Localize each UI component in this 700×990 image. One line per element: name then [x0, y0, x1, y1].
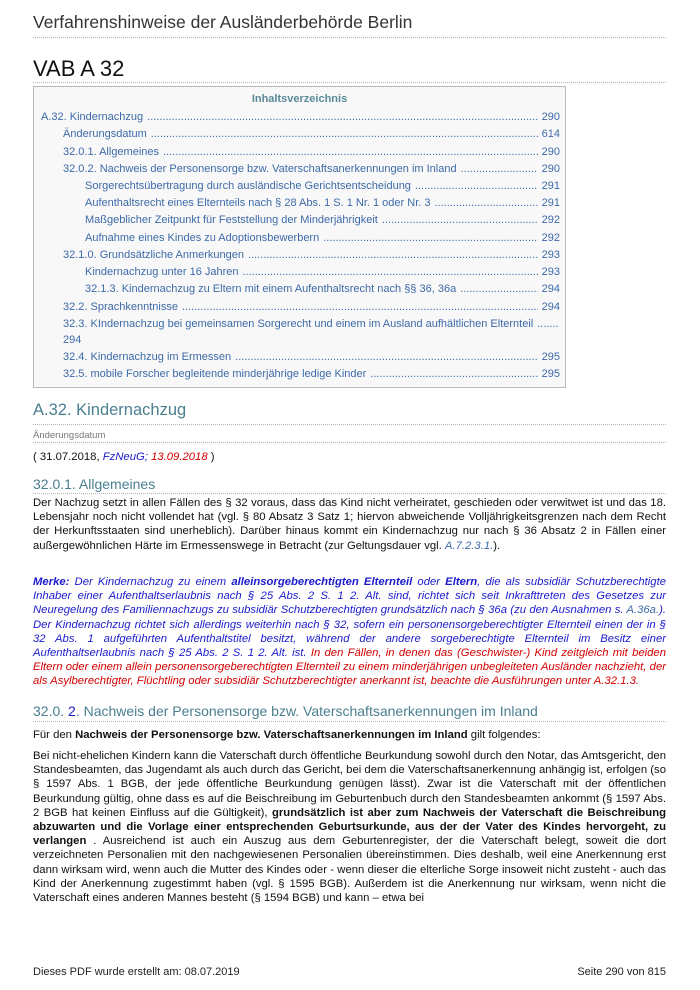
section-heading-a32: A.32. Kindernachzug — [33, 401, 187, 419]
toc-entry-text: 32.1.0. Grundsätzliche Anmerkungen — [63, 249, 245, 261]
merke-text: oder — [412, 576, 446, 588]
paragraph-text: gilt folgendes: — [467, 729, 541, 741]
merke-red-text: In den Fällen, in denen das (Geschwister-) Kind zeitgleich mit beiden Eltern oder einem allein personensorgeberechtigten Elternteil zu einem minderjährigen unbegleiteten Ausländer nachzieht, der als Asylberechtigter, Flüchtling oder subsidiär Schutzberechtigter anerkannt ist, beachte die Ausführungen unter A.32.1.3. — [33, 647, 666, 688]
toc-entry-page: 290 — [541, 146, 560, 158]
page-title: VAB A 32 — [33, 56, 125, 81]
date-text: ( 31.07.2018, — [33, 451, 103, 463]
toc-entry[interactable] — [63, 368, 560, 380]
toc-entry[interactable] — [63, 128, 560, 140]
heading-part: 2 — [68, 703, 76, 719]
fzneug-link[interactable]: FzNeuG; — [102, 451, 152, 463]
toc-entry[interactable] — [85, 232, 560, 244]
toc-entry-text: 32.0.1. Allgemeines — [63, 146, 160, 158]
paragraph-bold: Nachweis der Personensorge bzw. Vaterschaftsanerkennungen im Inland — [75, 729, 468, 741]
document-header-title: Verfahrenshinweise der Ausländerbehörde Berlin — [33, 12, 413, 32]
toc-entry-page: 292 — [541, 232, 560, 244]
merke-text: ). Der Kindernachzug richtet sich allerdings weiterhin nach § 32, sofern ein personensorgeberechtigter Elternteil einen der in § 32 Abs. 1 aufgeführten Aufenthaltstitel besitzt, während der andere sorgeberechtigte Elternteil im Besitz einer Aufenthaltserlaubnis nach § 25 Abs. 2 S. 1 2. Alt. ist. — [33, 604, 666, 660]
date-red: 13.09.2018 — [151, 451, 208, 463]
toc-entry-page: 293 — [541, 249, 560, 261]
toc-entry-page: 294 — [541, 283, 560, 295]
toc-entry[interactable] — [85, 214, 560, 226]
toc-entry[interactable] — [63, 301, 560, 313]
change-date-label: Änderungsdatum — [33, 430, 106, 441]
section-divider — [33, 493, 666, 494]
toc-entry[interactable] — [63, 318, 560, 330]
date-close: ) — [207, 451, 215, 463]
table-of-contents — [33, 86, 566, 388]
toc-heading: Inhaltsverzeichnis — [251, 93, 348, 105]
merke-bold: Eltern — [445, 576, 478, 588]
toc-entry-text: Kindernachzug unter 16 Jahren — [85, 266, 239, 278]
paragraph-text: Bei nicht-ehelichen Kindern kann die Vaterschaft durch öffentliche Beurkundung sowohl durch den Notar, das Amtsgericht, den Standesbeamten, das Jugendamt als auch durch das Gericht, bei dem die Vaterschaftsanerkennung anhängig ist, erfolgen (so § 1597 Abs. 1 BGB, der jede öffentliche Beurkundung genügen lässt). Zwar ist die Vaterschaft mit der öffentlichen Beurkundung gültig, ohne dass es auf die Beischreibung im Geburtenbuch durch den Standesbeamten ankommt (§ 1597 Abs. 2 BGB hat keinen Einfluss auf die Gültigkeit), — [33, 750, 666, 819]
title-divider — [33, 82, 666, 83]
toc-entry-text: 32.3. KIndernachzug bei gemeinsamen Sorgerecht und einem im Ausland aufhältlichen Elternteil — [63, 318, 534, 330]
toc-entry-text: 32.0.2. Nachweis der Personensorge bzw. Vaterschaftsanerkennungen im Inland — [63, 163, 457, 175]
footer-created-date: Dieses PDF wurde erstellt am: 08.07.2019 — [33, 966, 240, 978]
toc-entry-text: 32.5. mobile Forscher begleitende minderjährige ledige Kinder — [63, 368, 367, 380]
merke-label: Merke: — [33, 576, 70, 588]
section-divider — [33, 424, 666, 425]
toc-entry[interactable] — [85, 266, 560, 278]
paragraph-text: Für den — [33, 729, 76, 741]
section-heading-3201: 32.0.1. Allgemeines — [33, 476, 156, 492]
toc-entry-page: 294 — [63, 334, 82, 346]
toc-entry-page: 295 — [541, 351, 560, 363]
paragraph-text: ). — [493, 539, 501, 552]
header-divider — [33, 37, 666, 38]
toc-entry-page: 294 — [541, 301, 560, 313]
merke-text: , die als subsidiär Schutzberechtigte Inhaber einer Aufenthaltserlaubnis nach § 25 Abs. 2 S. 1 2. Alt. sind, richtet sich seit Inkrafttreten des Gesetzes zur Neuregelung des Familiennachzugs zu subsidiär Schutzberechtigten grundsätzlich nach § 36a (zu den Ausnahmen s. — [33, 576, 666, 617]
toc-entry-page: 290 — [541, 111, 560, 123]
section-divider — [33, 721, 666, 722]
merke-bold: alleinsorgeberechtigten Elternteil — [231, 576, 413, 588]
toc-entry[interactable] — [41, 111, 560, 123]
ref-link[interactable]: A.7.2.3.1. — [444, 539, 494, 552]
section-heading-3202 — [33, 703, 538, 719]
toc-entry[interactable] — [63, 351, 560, 363]
merke-ref-link[interactable]: A.36a. — [626, 604, 660, 617]
paragraph-bold: grundsätzlich ist aber zum Nachweis der Vaterschaft die Beischreibung abzuwarten und die Vorlage einer entsprechenden Geburtsurkunde, aus der der Vater des Kindes hervorgeht, zu verlangen — [33, 806, 666, 848]
toc-entry[interactable] — [85, 197, 560, 209]
toc-entry-page: 293 — [541, 266, 560, 278]
toc-entry-text: A.32. Kindernachzug — [41, 111, 144, 123]
paragraph-text: . Ausreichend ist auch ein Auszug aus dem Geburtenregister, der die Vaterschaft belegt, soweit die dort verzeichneten Personalien mit den nachgewiesenen Personalien übereinstimmen. Dies deshalb, weil eine Anerkennung erst dann wirksam wird, wenn auch die Mutter des Kindes oder - wenn dieser die elterliche Sorge insoweit nicht zusteht - auch das Kind der Anerkennung zugestimmt haben (vgl. § 1595 BGB). Außerdem ist die Anerkennung nur wirksam, wenn nicht die Vaterschaft eines anderen Mannes besteht (§ 1594 BGB) und kann – etwa bei — [33, 835, 666, 905]
toc-entry-page-wrap[interactable] — [63, 334, 560, 346]
toc-entry-text: Änderungsdatum — [63, 128, 147, 140]
toc-entry-text: Aufnahme eines Kindes zu Adoptionsbewerbern — [85, 232, 320, 244]
toc-entry-text: Sorgerechtsübertragung durch ausländische Gerichtsentscheidung — [85, 180, 411, 192]
toc-entry-text: 32.2. Sprachkenntnisse — [63, 301, 178, 313]
nachweis-paragraph — [33, 749, 666, 905]
heading-part: . Nachweis der Personensorge bzw. Vaterschaftsanerkennungen im Inland — [75, 703, 538, 719]
toc-entry-page: 291 — [541, 197, 560, 209]
toc-entry-text: 32.1.3. Kindernachzug zu Eltern mit einem Aufenthaltsrecht nach §§ 36, 36a — [85, 283, 457, 295]
merke-paragraph — [33, 575, 666, 689]
toc-entry[interactable] — [63, 146, 560, 158]
toc-entry-page: 614 — [541, 128, 560, 140]
toc-entry-page: 290 — [541, 163, 560, 175]
heading-part: 32.0. — [33, 703, 69, 719]
paragraph-text: Der Nachzug setzt in allen Fällen des § 32 voraus, dass das Kind nicht verheiratet, geschieden oder verwitwet ist und das 18. Lebensjahr noch nicht vollendet hat (vgl. § 80 Absatz 3 Satz 1; hiervon abweichende Volljährigkeitsgrenzen nach dem Recht der Herkunftsstaaten sind unerheblich). Darüber hinaus kommt ein Kindernachzug nur nach § 36 Absatz 2 in Fällen einer außergewöhnlichen Härte im Ermessenswege in Betracht (zur Geltungsdauer vgl. — [33, 497, 666, 552]
toc-entry-page: 292 — [541, 214, 560, 226]
change-date-line — [33, 450, 666, 464]
toc-entry-text: Maßgeblicher Zeitpunkt für Feststellung der Minderjährigkeit — [85, 214, 378, 226]
allgemeines-paragraph — [33, 496, 666, 553]
toc-entry[interactable] — [85, 283, 560, 295]
toc-entry-page: 291 — [541, 180, 560, 192]
toc-entry[interactable] — [63, 163, 560, 175]
footer-page-number: Seite 290 von 815 — [577, 966, 666, 978]
merke-text: Der Kindernachzug zu einem — [69, 576, 232, 588]
toc-entry-text: Aufenthaltsrecht eines Elternteils nach § 28 Abs. 1 S. 1 Nr. 1 oder Nr. 3 — [85, 197, 431, 209]
toc-entry[interactable] — [63, 249, 560, 261]
toc-entry-text: 32.4. Kindernachzug im Ermessen — [63, 351, 232, 363]
change-date-divider — [33, 442, 666, 443]
toc-entry-page: 295 — [541, 368, 560, 380]
toc-entry[interactable] — [85, 180, 560, 192]
nachweis-intro — [33, 728, 666, 742]
